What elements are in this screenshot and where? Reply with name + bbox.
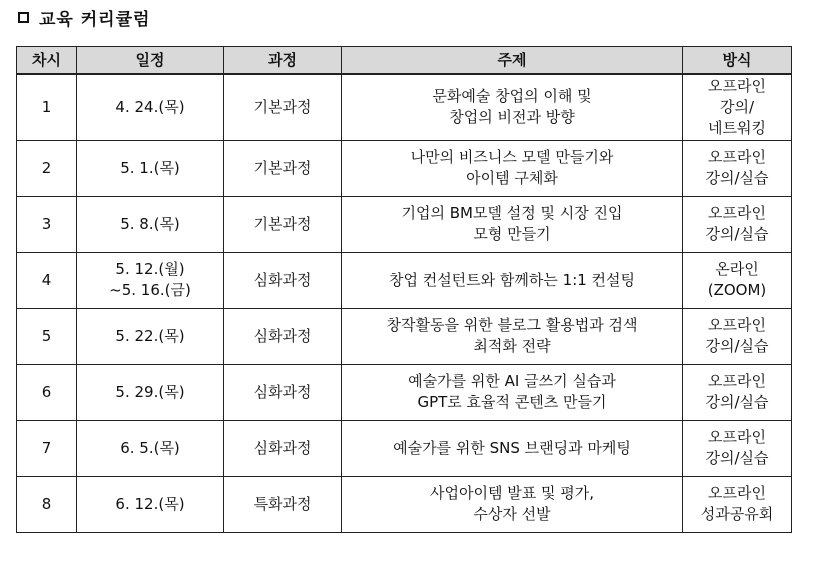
table-row	[17, 74, 792, 140]
table-row	[17, 476, 792, 532]
section-heading	[18, 6, 150, 28]
cell-method: 오프라인 강의/실습	[683, 308, 792, 364]
table-row	[17, 308, 792, 364]
cell-session: 4	[17, 252, 77, 308]
table-row	[17, 196, 792, 252]
cell-method: 오프라인 강의/실습	[683, 140, 792, 196]
header-session: 차시	[17, 47, 77, 75]
header-topic: 주제	[342, 47, 683, 75]
table-row	[17, 420, 792, 476]
cell-schedule: 4. 24.(목)	[77, 74, 224, 140]
cell-method: 오프라인 강의/ 네트워킹	[683, 74, 792, 140]
header-schedule: 일정	[77, 47, 224, 75]
cell-method: 오프라인 강의/실습	[683, 364, 792, 420]
cell-topic: 나만의 비즈니스 모델 만들기와 아이템 구체화	[342, 140, 683, 196]
cell-schedule: 6. 5.(목)	[77, 420, 224, 476]
table-header-row	[17, 47, 792, 75]
cell-session: 8	[17, 476, 77, 532]
cell-session: 1	[17, 74, 77, 140]
cell-course: 심화과정	[224, 308, 342, 364]
cell-method: 오프라인 성과공유회	[683, 476, 792, 532]
cell-schedule: 5. 1.(목)	[77, 140, 224, 196]
cell-session: 6	[17, 364, 77, 420]
cell-schedule: 5. 8.(목)	[77, 196, 224, 252]
curriculum-table	[16, 46, 792, 533]
cell-topic: 기업의 BM모델 설정 및 시장 진입 모형 만들기	[342, 196, 683, 252]
table-row	[17, 364, 792, 420]
table-row	[17, 140, 792, 196]
cell-course: 기본과정	[224, 74, 342, 140]
cell-course: 특화과정	[224, 476, 342, 532]
cell-course: 심화과정	[224, 420, 342, 476]
cell-schedule: 5. 22.(목)	[77, 308, 224, 364]
cell-course: 심화과정	[224, 364, 342, 420]
section-title: 교육 커리큘럼	[39, 9, 151, 30]
cell-session: 2	[17, 140, 77, 196]
table-row	[17, 252, 792, 308]
cell-method: 온라인 (ZOOM)	[683, 252, 792, 308]
cell-method: 오프라인 강의/실습	[683, 196, 792, 252]
checkbox-square-icon	[18, 12, 29, 23]
cell-course: 기본과정	[224, 196, 342, 252]
cell-session: 3	[17, 196, 77, 252]
header-course: 과정	[224, 47, 342, 75]
cell-schedule: 5. 29.(목)	[77, 364, 224, 420]
header-method: 방식	[683, 47, 792, 75]
cell-topic: 사업아이템 발표 및 평가, 수상자 선발	[342, 476, 683, 532]
cell-topic: 창작활동을 위한 블로그 활용법과 검색 최적화 전략	[342, 308, 683, 364]
cell-session: 5	[17, 308, 77, 364]
cell-schedule: 5. 12.(월) ~5. 16.(금)	[77, 252, 224, 308]
cell-topic: 예술가를 위한 AI 글쓰기 실습과 GPT로 효율적 콘텐츠 만들기	[342, 364, 683, 420]
cell-course: 심화과정	[224, 252, 342, 308]
cell-method: 오프라인 강의/실습	[683, 420, 792, 476]
cell-schedule: 6. 12.(목)	[77, 476, 224, 532]
cell-session: 7	[17, 420, 77, 476]
cell-topic: 문화예술 창업의 이해 및 창업의 비전과 방향	[342, 74, 683, 140]
cell-topic: 예술가를 위한 SNS 브랜딩과 마케팅	[342, 420, 683, 476]
cell-topic: 창업 컨설턴트와 함께하는 1:1 컨설팅	[342, 252, 683, 308]
cell-course: 기본과정	[224, 140, 342, 196]
